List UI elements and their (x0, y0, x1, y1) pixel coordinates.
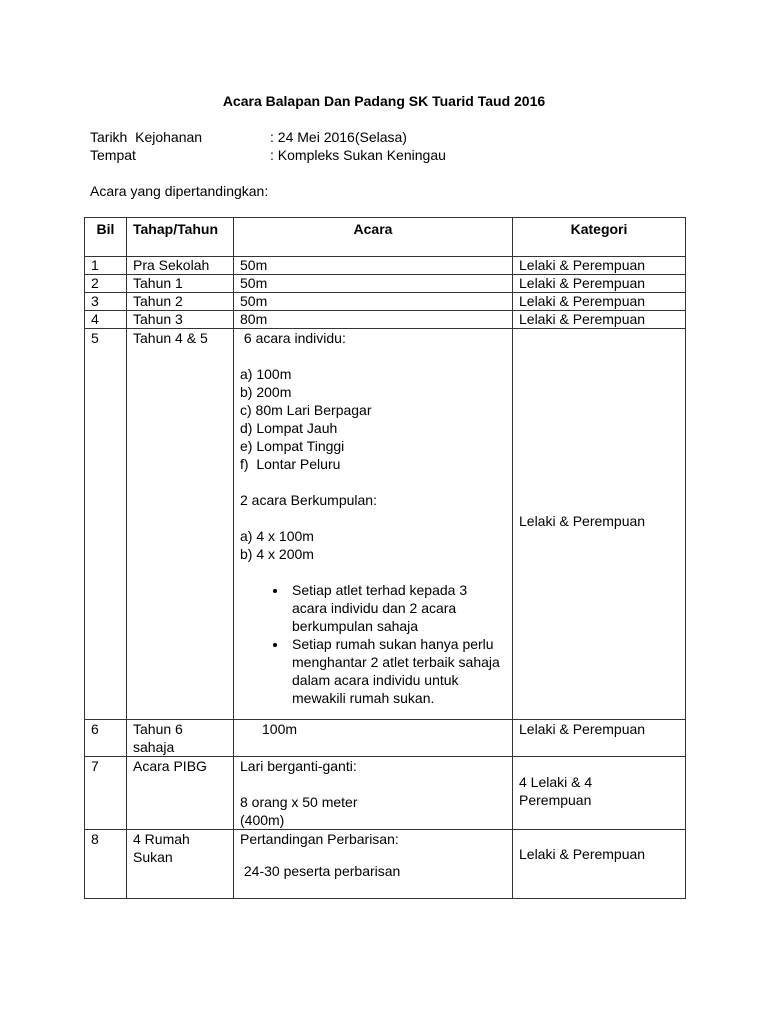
notes-list (240, 581, 506, 707)
cell-kategori: Lelaki & Perempuan (513, 329, 686, 720)
header-bil: Bil (85, 218, 127, 257)
cell-tahap (127, 830, 234, 899)
cell-acara: 100m (234, 720, 513, 757)
table-row (85, 257, 686, 275)
events-table (84, 217, 686, 899)
cell-acara (234, 830, 513, 899)
cell-acara: 50m (234, 275, 513, 293)
cell-tahap: Tahun 2 (127, 293, 234, 311)
cell-kategori: Lelaki & Perempuan (513, 720, 686, 757)
cell-bil: 1 (85, 257, 127, 275)
cell-tahap: Tahun 1 (127, 275, 234, 293)
table-header-row (85, 218, 686, 257)
cell-tahap: Tahun 4 & 5 (127, 329, 234, 720)
cell-bil: 7 (85, 757, 127, 830)
cell-bil: 5 (85, 329, 127, 720)
table-row (85, 757, 686, 830)
cell-bil: 3 (85, 293, 127, 311)
kategori-text: 4 Lelaki & 4 Perempuan (519, 774, 593, 808)
cell-bil: 6 (85, 720, 127, 757)
cell-bil: 4 (85, 311, 127, 329)
cell-tahap: Pra Sekolah (127, 257, 234, 275)
cell-tahap: Tahun 3 (127, 311, 234, 329)
cell-bil: 2 (85, 275, 127, 293)
list-item: d) Lompat Jauh (240, 420, 338, 436)
table-row (85, 311, 686, 329)
acara-line: Pertandingan Perbarisan: (240, 831, 399, 847)
cell-acara: 50m (234, 293, 513, 311)
place-value: : Kompleks Sukan Keningau (270, 147, 446, 163)
list-item: e) Lompat Tinggi (240, 438, 345, 454)
place-label: Tempat (90, 147, 136, 163)
note-item: • Setiap rumah sukan hanya perlu menghantar 2 atlet terbaik sahaja dalam acara individu untuk mewakili rumah sukan. (288, 635, 507, 707)
individu-heading: 6 acara individu: (240, 330, 346, 346)
table-row (85, 329, 686, 720)
tahap-text: 4 Rumah Sukan (133, 831, 190, 865)
intro-text: Acara yang dipertandingkan: (90, 183, 269, 199)
cell-bil: 8 (85, 830, 127, 899)
note-item: • Setiap atlet terhad kepada 3 acara individu dan 2 acara berkumpulan sahaja (288, 581, 502, 635)
cell-kategori (513, 757, 686, 830)
table-row (85, 720, 686, 757)
cell-kategori: Lelaki & Perempuan (513, 275, 686, 293)
date-label: Tarikh Kejohanan (90, 129, 203, 145)
cell-kategori: Lelaki & Perempuan (513, 293, 686, 311)
document-title: Acara Balapan Dan Padang SK Tuarid Taud 2016 (222, 93, 546, 109)
cell-tahap: Acara PIBG (127, 757, 234, 830)
list-item: f) Lontar Peluru (240, 456, 341, 472)
cell-kategori: Lelaki & Perempuan (513, 257, 686, 275)
kumpulan-heading: 2 acara Berkumpulan: (240, 492, 377, 508)
header-kategori: Kategori (513, 218, 686, 257)
table-row (85, 293, 686, 311)
cell-acara (234, 757, 513, 830)
list-item: a) 4 x 100m (240, 528, 314, 544)
list-item: a) 100m (240, 366, 292, 382)
table-row (85, 830, 686, 899)
list-item: b) 4 x 200m (240, 546, 314, 562)
list-item: c) 80m Lari Berpagar (240, 402, 372, 418)
date-value: : 24 Mei 2016(Selasa) (270, 129, 407, 145)
table-row (85, 275, 686, 293)
header-acara: Acara (234, 218, 513, 257)
cell-kategori: Lelaki & Perempuan (513, 830, 686, 899)
cell-kategori: Lelaki & Perempuan (513, 311, 686, 329)
acara-line: 24-30 peserta perbarisan (240, 863, 401, 879)
acara-line: Lari berganti-ganti: (240, 758, 357, 774)
cell-acara (234, 329, 513, 720)
cell-tahap: Tahun 6 sahaja (127, 720, 234, 757)
acara-line: 8 orang x 50 meter (400m) (240, 794, 358, 828)
cell-acara: 80m (234, 311, 513, 329)
list-item: b) 200m (240, 384, 292, 400)
header-tahap: Tahap/Tahun (127, 218, 234, 257)
cell-acara: 50m (234, 257, 513, 275)
